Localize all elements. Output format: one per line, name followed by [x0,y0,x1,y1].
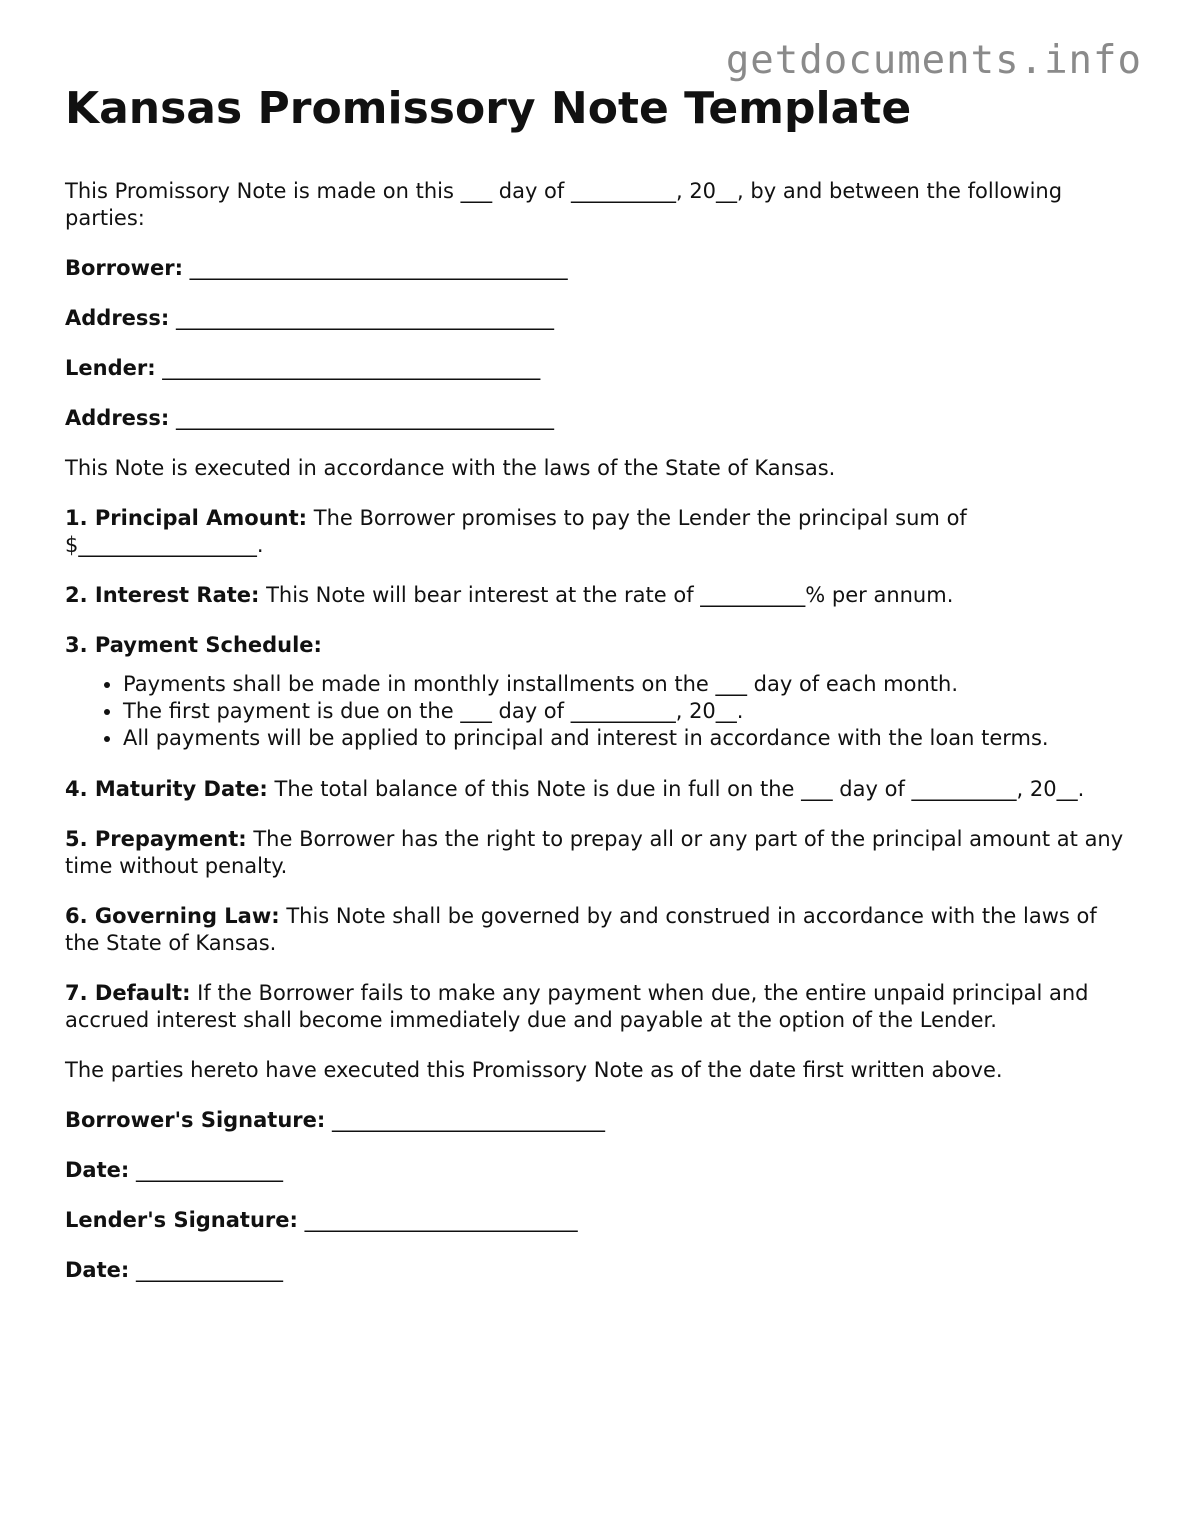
closing-statement: The parties hereto have executed this Promissory Note as of the date first written above. [65,1058,1003,1082]
section-maturity [65,776,1125,803]
section-interest-text: This Note will bear interest at the rate of __________% per annum. [259,583,954,607]
section-default [65,980,1125,1034]
watermark: getdocuments.info [725,38,1142,83]
borrower-date-label: Date: [65,1158,130,1182]
section-principal [65,505,1125,559]
section-maturity-heading: 4. Maturity Date: [65,777,268,801]
section-default-text: If the Borrower fails to make any payment when due, the entire unpaid principal and accrued interest shall become immediately due and payable at the option of the Lender. [65,981,1089,1032]
law-statement: This Note is executed in accordance with the laws of the State of Kansas. [65,456,836,480]
section-governing-law [65,903,1125,957]
section-governing-law-text: This Note shall be governed by and construed in accordance with the laws of the State of Kansas. [65,904,1097,955]
lender-field [65,355,1125,382]
schedule-item: • The first payment is due on the ___ day of __________, 20__. [123,698,1125,725]
section-principal-heading: 1. Principal Amount: [65,506,308,530]
section-interest [65,582,1125,609]
borrower-signature-field [65,1107,1125,1134]
borrower-label: Borrower: [65,256,183,280]
section-principal-text: The Borrower promises to pay the Lender the principal sum of $_________________. [65,506,967,557]
lender-address-label: Address: [65,406,170,430]
lender-label: Lender: [65,356,156,380]
section-prepayment-text: The Borrower has the right to prepay all or any part of the principal amount at any time without penalty. [65,827,1124,878]
lender-address-blank[interactable]: ____________________________________ [176,406,555,430]
lender-signature-label: Lender's Signature: [65,1208,298,1232]
document-page [65,78,1125,1307]
section-governing-law-heading: 6. Governing Law: [65,904,280,928]
borrower-address-label: Address: [65,306,170,330]
borrower-address-field [65,305,1125,332]
lender-date-field [65,1257,1125,1284]
lender-date-blank[interactable]: ______________ [135,1258,283,1282]
document-title: Kansas Promissory Note Template [65,83,912,134]
section-default-heading: 7. Default: [65,981,191,1005]
section-interest-heading: 2. Interest Rate: [65,583,260,607]
section-prepayment [65,826,1125,880]
section-schedule [65,632,1125,659]
borrower-signature-blank[interactable]: __________________________ [331,1108,605,1132]
lender-address-field [65,405,1125,432]
borrower-date-field [65,1157,1125,1184]
borrower-date-blank[interactable]: ______________ [135,1158,283,1182]
schedule-list [65,671,1125,752]
borrower-signature-label: Borrower's Signature: [65,1108,326,1132]
borrower-blank[interactable]: ____________________________________ [189,256,568,280]
lender-date-label: Date: [65,1258,130,1282]
section-maturity-text: The total balance of this Note is due in full on the ___ day of __________, 20__. [267,777,1085,801]
section-schedule-heading: 3. Payment Schedule: [65,633,322,657]
schedule-item: • All payments will be applied to principal and interest in accordance with the loan terms. [123,725,1125,752]
lender-signature-field [65,1207,1125,1234]
section-prepayment-heading: 5. Prepayment: [65,827,247,851]
intro-paragraph: This Promissory Note is made on this ___ day of __________, 20__, by and between the following parties: [65,179,1063,230]
schedule-item: • Payments shall be made in monthly installments on the ___ day of each month. [123,671,1125,698]
borrower-field [65,255,1125,282]
borrower-address-blank[interactable]: ____________________________________ [176,306,555,330]
lender-signature-blank[interactable]: __________________________ [304,1208,578,1232]
lender-blank[interactable]: ____________________________________ [162,356,541,380]
